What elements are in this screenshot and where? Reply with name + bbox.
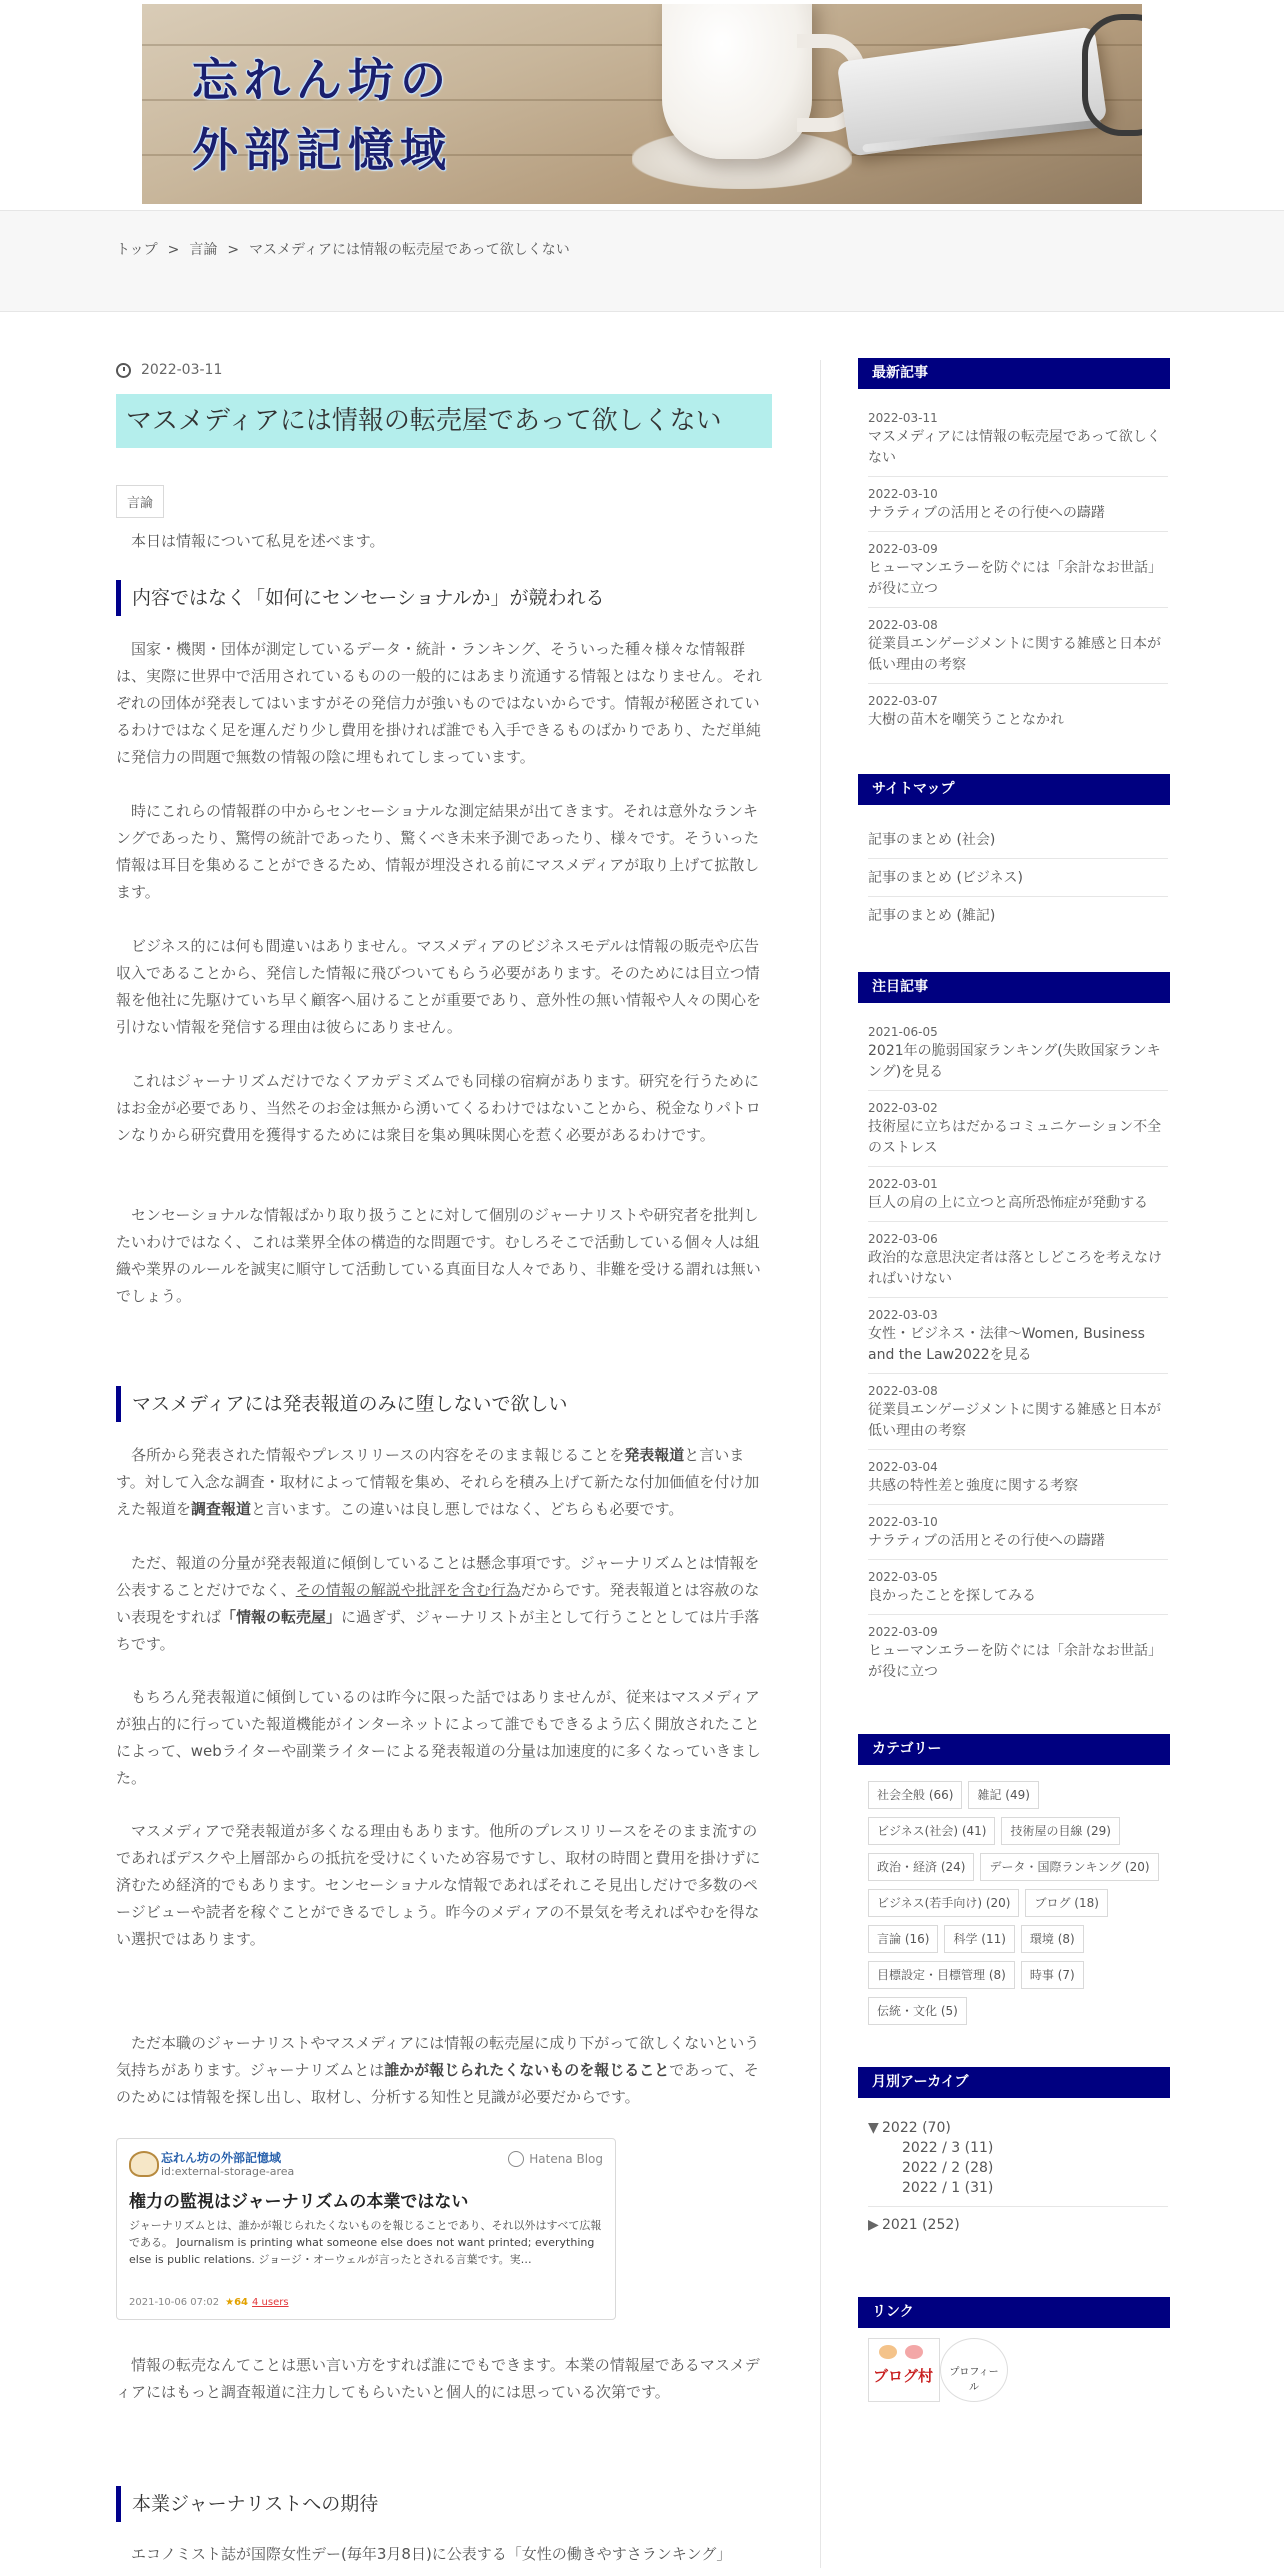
blogmura-label: ブログ村 [873, 2367, 934, 2385]
popular-article-title[interactable]: 技術屋に立ちはだかるコミュニケーション不全のストレス [868, 1119, 1162, 1156]
embed-star-count[interactable]: ★64 [225, 2297, 249, 2308]
recent-article-title[interactable]: マスメディアには情報の転売屋であって欲しくない [868, 429, 1161, 466]
popular-article-date: 2022-03-03 [868, 1308, 938, 1322]
popular-article-date: 2022-03-05 [868, 1570, 938, 1584]
term-press-release-reporting: 発表報道 [624, 1446, 685, 1464]
article [116, 362, 772, 518]
archive-month[interactable]: 2022 / 2 (28) [902, 2160, 994, 2176]
embed-blog-name[interactable]: 忘れん坊の外部記憶域 [161, 2151, 282, 2165]
popular-article-title[interactable]: 政治的な意思決定者は落としどころを考えなければいけない [868, 1250, 1162, 1287]
embed-bookmark-users[interactable]: 4 users [252, 2297, 289, 2308]
paragraph-12: エコノミスト誌が国際女性デー(毎年3月8日)に公表する「女性の働きやすさランキング」 [131, 2545, 732, 2563]
popular-article-date: 2022-03-04 [868, 1460, 938, 1474]
popular-article-title[interactable]: 女性・ビジネス・法律～Women, Business and the Law2022を見る [868, 1326, 1145, 1363]
monthly-archive [868, 2118, 1170, 2235]
hatena-blog-label [508, 2151, 603, 2167]
popular-article[interactable] [868, 1374, 1168, 1450]
recent-article-title[interactable]: ヒューマンエラーを防ぐには「余計なお世話」が役に立つ [868, 560, 1162, 597]
embed-description: ジャーナリズムとは、誰かが報じられたくないものを報じることであり、それ以外はすべて広報である。 Journalism is printing what someone else does not want printed; everything else is public relations. ジョージ・オーウェルが言ったとされる言葉です。実… [129, 2219, 602, 2266]
archive-year-2022[interactable] [868, 2118, 1170, 2138]
category-chip[interactable]: 政治・経済 (24) [868, 1853, 974, 1881]
category-chip[interactable]: 時事 (7) [1021, 1961, 1084, 1989]
breadcrumb-current: マスメディアには情報の転売屋であって欲しくない [249, 242, 570, 258]
sidebar [858, 358, 1170, 2404]
popular-article[interactable] [868, 1167, 1168, 1222]
post-category-tag[interactable]: 言論 [116, 485, 164, 518]
sidebar-sitemap-heading: サイトマップ [858, 774, 1170, 805]
term-information-reseller: 「情報の転売屋」 [221, 1608, 342, 1626]
popular-article[interactable] [868, 1298, 1168, 1374]
paragraph-6-text: と言います。対して入念な調査・取材によって情報を集め、それらを積み上げて新たな付加価値を付け加えた報道を [116, 1446, 760, 1518]
sidebar-link-heading: リンク [858, 2297, 1170, 2328]
recent-article-date: 2022-03-07 [868, 694, 938, 708]
popular-article-title[interactable]: 従業員エンゲージメントに関する雑感と日本が低い理由の考察 [868, 1402, 1162, 1439]
hatena-logo-icon [508, 2151, 524, 2167]
paragraph-6 [116, 1442, 772, 1523]
category-chip[interactable]: 目標設定・目標管理 (8) [868, 1961, 1015, 1989]
heading-press-release: マスメディアには発表報道のみに堕しないで欲しい [116, 1386, 772, 1422]
paragraph-6-text: 各所から発表された情報やプレスリリースの内容をそのまま報じることを [131, 1446, 625, 1464]
sitemap-link-business[interactable]: 記事のまとめ (ビジネス) [868, 859, 1168, 897]
recent-article[interactable] [868, 401, 1168, 477]
site-logo-line2: 外部記憶域 [192, 123, 452, 177]
heading-sensational: 内容ではなく「如何にセンセーショナルか」が競われる [116, 580, 772, 616]
popular-article[interactable] [868, 1560, 1168, 1615]
site-logo-line1: 忘れん坊の [192, 53, 452, 107]
paragraph-4: これはジャーナリズムだけでなくアカデミズムでも同様の宿痾があります。研究を行うためにはお金が必要であり、当然そのお金は無から湧いてくるわけではないことから、税金なりパトロンなりから研究費用を獲得するためには衆目を集め興味関心を惹く必要があるわけです。 [116, 1072, 761, 1144]
term-investigative-reporting: 調査報道 [191, 1500, 252, 1518]
collapse-triangle-icon[interactable]: ▶ [868, 2217, 879, 2233]
sidebar-category-heading: カテゴリー [858, 1734, 1170, 1765]
paragraph-9: マスメディアで発表報道が多くなる理由もあります。他所のプレスリリースをそのまま流すのであればデスクや上層部からの抵抗を受けにくいため容易ですし、取材の時間と費用を掛けずに済むため経済的でもあります。センセーショナルな情報であればそれこそ見出しだけで多数のページビューや読者を稼ぐことができるでしょう。昨今のメディアの不景気を考えればやむを得ない選択ではあります。 [116, 1822, 761, 1948]
paragraph-10 [116, 2030, 772, 2111]
popular-article-title[interactable]: ヒューマンエラーを防ぐには「余計なお世話」が役に立つ [868, 1643, 1162, 1680]
archive-year-2021[interactable] [868, 2215, 1170, 2235]
article-intro: 本日は情報について私見を述べます。 [131, 532, 385, 550]
popular-article-date: 2021-06-05 [868, 1025, 938, 1039]
breadcrumb [116, 239, 570, 259]
breadcrumb-category[interactable]: 言論 [189, 242, 218, 258]
breadcrumb-separator: > [167, 242, 180, 258]
popular-article-date: 2022-03-10 [868, 1515, 938, 1529]
paragraph-8: もちろん発表報道に傾倒しているのは昨今に限った話ではありませんが、従来はマスメディアが独占的に行っていた報道機能がインターネットによって誰でもできるよう広く開放されたことによって、webライターや副業ライターによる発表報道の分量は加速度的に多くなっていきました。 [116, 1688, 761, 1787]
paragraph-3: ビジネス的には何も間違いはありません。マスメディアのビジネスモデルは情報の販売や広告収入であることから、発信した情報に飛びついてもらう必要があります。そのためには目立つ情報を他社に先駆けていち早く顧客へ届けることが重要であり、意外性の無い情報や人々の関心を引けない情報を発信する理由は彼らにありません。 [116, 937, 762, 1036]
popular-article[interactable] [868, 1450, 1168, 1505]
popular-article-title[interactable]: ナラティブの活用とその行使への躊躇 [868, 1533, 1105, 1549]
post-date-text: 2022-03-11 [141, 362, 223, 378]
category-chip[interactable]: 科学 (11) [944, 1925, 1014, 1953]
profile-badge[interactable] [940, 2338, 1008, 2402]
heading-expectation: 本業ジャーナリストへの期待 [116, 2486, 772, 2522]
paragraph-5: センセーショナルな情報ばかり取り扱うことに対して個別のジャーナリストや研究者を批判したいわけではなく、これは業界全体の構造的な問題です。むしろそこで活動している個々人は組織や業界のルールを誠実に順守して活動している真面目な人々であり、非難を受ける謂れは無いでしょう。 [116, 1206, 761, 1305]
sitemap-list [868, 821, 1168, 934]
breadcrumb-top[interactable]: トップ [116, 242, 158, 258]
category-chip[interactable]: 言論 (16) [868, 1925, 938, 1953]
hatena-blog-text: Hatena Blog [529, 2152, 603, 2166]
profile-label: プロフィール [949, 2367, 999, 2393]
header-banner[interactable] [142, 4, 1142, 204]
popular-article[interactable] [868, 1615, 1168, 1690]
recent-article-date: 2022-03-08 [868, 618, 938, 632]
banner-coffee-cup [662, 4, 812, 159]
recent-article-title[interactable]: 大樹の苗木を嘲笑うことなかれ [868, 712, 1064, 728]
underlined-phrase: その情報の解説や批評を含む行為 [295, 1581, 521, 1599]
breadcrumb-bar [0, 210, 1284, 312]
embed-datetime: 2021-10-06 07:02 [129, 2297, 220, 2308]
sidebar-archive-heading: 月別アーカイブ [858, 2067, 1170, 2098]
archive-year-label[interactable]: 2022 (70) [882, 2120, 951, 2136]
category-chip[interactable]: ビジネス(若手向け) (20) [868, 1889, 1019, 1917]
paragraph-7-text: ただ、報道の分量が発表報道に傾倒していることは懸念事項です。ジャーナリズムとは情報を公表することだけでなく、 [116, 1554, 760, 1599]
recent-article-title[interactable]: 従業員エンゲージメントに関する雑感と日本が低い理由の考察 [868, 636, 1162, 673]
embed-blog-id: id:external-storage-area [161, 2165, 295, 2178]
popular-article-title[interactable]: 共感の特性差と強度に関する考察 [868, 1478, 1078, 1494]
category-chip[interactable]: 伝統・文化 (5) [868, 1997, 967, 2025]
popular-article-date: 2022-03-09 [868, 1625, 938, 1639]
link-badges [868, 2338, 1170, 2404]
category-chip[interactable]: データ・国際ランキング (20) [980, 1853, 1158, 1881]
breadcrumb-separator: > [227, 242, 240, 258]
post-date [116, 362, 772, 378]
blogmura-badge[interactable] [868, 2338, 940, 2402]
post-title: マスメディアには情報の転売屋であって欲しくない [116, 394, 772, 448]
recent-article-date: 2022-03-10 [868, 487, 938, 501]
blogmura-face-icon [879, 2345, 897, 2359]
column-divider [820, 360, 821, 2568]
recent-article-title[interactable]: ナラティブの活用とその行使への躊躇 [868, 505, 1105, 521]
recent-article[interactable] [868, 477, 1168, 532]
sitemap-link-society[interactable]: 記事のまとめ (社会) [868, 821, 1168, 859]
popular-article[interactable] [868, 1015, 1168, 1091]
paragraph-11: 情報の転売なんてことは悪い言い方をすれば誰にでもできます。本業の情報屋であるマスメディアにはもっと調査報道に注力してもらいたいと個人的には思っている次第です。 [116, 2356, 760, 2401]
paragraph-1: 国家・機関・団体が測定しているデータ・統計・ランキング、そういった種々様々な情報群は、実際に世界中で活用されているものの一般的にはあまり流通する情報とはなりません。それぞれの団体が発表してはいますがその発信力が強いものではないからです。情報が秘匿されているわけではなく足を運んだり少し費用を掛ければ誰でも入手できるものばかりであり、ただ単純に発信力の問題で無数の情報の陰に埋もれてしまっています。 [116, 640, 762, 766]
popular-article-date: 2022-03-06 [868, 1232, 938, 1246]
recent-article-date: 2022-03-09 [868, 542, 938, 556]
sidebar-popular-heading: 注目記事 [858, 972, 1170, 1003]
popular-article-date: 2022-03-08 [868, 1384, 938, 1398]
popular-article-date: 2022-03-01 [868, 1177, 938, 1191]
paragraph-7-text: に過ぎず、ジャーナリストが主として行うこととしては片手落ちです。 [116, 1608, 760, 1653]
paragraph-10-text: ただ本職のジャーナリストやマスメディアには情報の転売屋に成り下がって欲しくないという気持ちがあります。ジャーナリズムとは [116, 2034, 760, 2079]
category-chip[interactable]: 雑記 (49) [968, 1781, 1038, 1809]
recent-article[interactable] [868, 608, 1168, 684]
recent-articles-list [868, 401, 1168, 738]
popular-article-title[interactable]: 2021年の脆弱国家ランキング(失敗国家ランキング)を見る [868, 1043, 1161, 1080]
paragraph-7-text: だからです。発表報道とは容赦のない表現をすれば [116, 1581, 760, 1626]
archive-divider [868, 2206, 1168, 2207]
term-report-unwanted: 誰かが報じられたくないものを報じること [384, 2061, 670, 2079]
popular-article-title[interactable]: 巨人の肩の上に立つと高所恐怖症が発動する [868, 1195, 1148, 1211]
category-chips [868, 1781, 1168, 2025]
sitemap-link-misc[interactable]: 記事のまとめ (雑記) [868, 908, 996, 924]
recent-article[interactable] [868, 532, 1168, 608]
expand-triangle-icon[interactable]: ▼ [868, 2120, 879, 2136]
category-chip[interactable]: 社会全般 (66) [868, 1781, 962, 1809]
popular-articles-list [868, 1015, 1168, 1690]
category-chip[interactable]: ブログ (18) [1025, 1889, 1107, 1917]
popular-article[interactable] [868, 1505, 1168, 1560]
blogmura-face-icon [905, 2345, 923, 2359]
banner-glasses [1082, 14, 1142, 136]
recent-article[interactable] [868, 684, 1168, 738]
popular-article[interactable] [868, 1091, 1168, 1167]
popular-article[interactable] [868, 1222, 1168, 1298]
paragraph-7 [116, 1550, 772, 1658]
category-chip[interactable]: ビジネス(社会) (41) [868, 1817, 995, 1845]
archive-month[interactable]: 2022 / 1 (31) [902, 2180, 994, 2196]
category-chip[interactable]: 技術屋の目線 (29) [1001, 1817, 1119, 1845]
archive-year-label[interactable]: 2021 (252) [882, 2217, 960, 2233]
recent-article-date: 2022-03-11 [868, 411, 938, 425]
paragraph-2: 時にこれらの情報群の中からセンセーショナルな測定結果が出てきます。それは意外なランキングであったり、驚愕の統計であったり、驚くべき未来予測であったり、様々です。そういった情報は耳目を集めることができるため、情報が埋没される前にマスメディアが取り上げて拡散します。 [116, 802, 760, 901]
blog-favicon-icon [129, 2151, 159, 2177]
embed-meta [129, 2297, 289, 2308]
category-chip[interactable]: 環境 (8) [1021, 1925, 1084, 1953]
archive-month[interactable]: 2022 / 3 (11) [902, 2140, 994, 2156]
popular-article-title[interactable]: 良かったことを探してみる [868, 1588, 1036, 1604]
embed-title[interactable]: 権力の監視はジャーナリズムの本業ではない [129, 2192, 469, 2212]
paragraph-6-text: と言います。この違いは良し悪しではなく、どちらも必要です。 [251, 1500, 684, 1518]
popular-article-date: 2022-03-02 [868, 1101, 938, 1115]
sidebar-recent-heading: 最新記事 [858, 358, 1170, 389]
blog-embed-card[interactable] [116, 2138, 616, 2320]
clock-icon [116, 363, 131, 378]
paragraph-10-text: であって、そのためには情報を探し出し、取材し、分析する知性と見識が必要だからです。 [116, 2061, 759, 2106]
